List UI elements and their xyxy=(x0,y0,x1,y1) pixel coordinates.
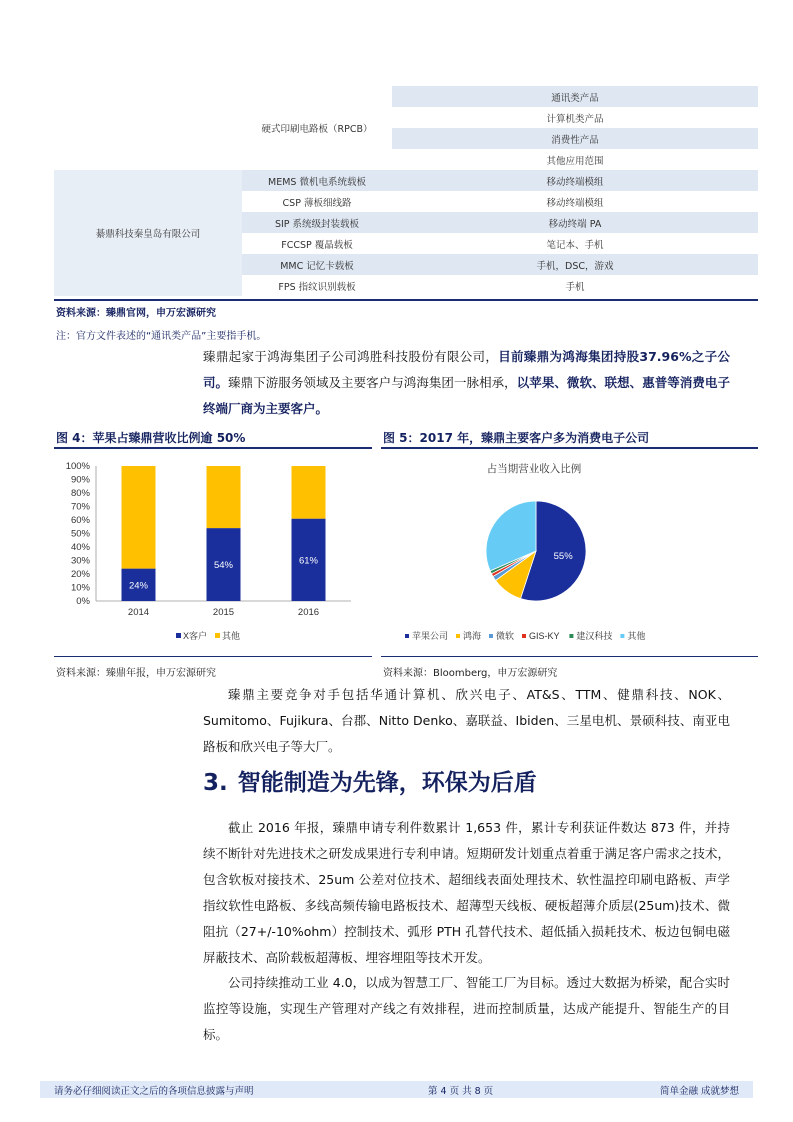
y-tick-label: 0% xyxy=(76,596,90,607)
y-tick-label: 80% xyxy=(70,488,90,499)
legend-swatch xyxy=(620,634,624,638)
x-tick-label: 2016 xyxy=(297,607,320,618)
figure-4-title: 图 4：苹果占臻鼎营收比例逾 50% xyxy=(56,431,246,445)
figure-5-bottom-rule xyxy=(381,656,758,657)
figure-5-rule xyxy=(381,447,758,449)
legend-label: 鸿海 xyxy=(463,631,482,641)
paragraph-industry40: 公司持续推动工业 4.0，以成为智慧工厂、智能工厂为目标。透过大数据为桥梁，配合实时监控等设施，实现生产管理对产线之有效排程，进而控制质量，达成产能提升、智能生产的目标。 xyxy=(203,975,730,1042)
table-cell-rpcb: 硬式印刷电路板（RPCB） xyxy=(242,86,392,170)
para-text: 臻鼎起家于鸿海集团子公司鸿胜科技股份有限公司， xyxy=(203,349,499,364)
chart-title: 占当期营业收入比例 xyxy=(486,463,582,475)
y-tick-label: 30% xyxy=(70,555,90,567)
footer-disclaimer: 请务必仔细阅读正文之后的各项信息披露与声明 xyxy=(54,1086,254,1097)
table-cell: FPS 指纹识别载板 xyxy=(242,275,392,296)
legend-label: X客户 xyxy=(183,631,208,641)
table-cell: MMC 记忆卡载板 xyxy=(242,254,392,275)
table-cell: 手机，DSC，游戏 xyxy=(392,254,758,275)
y-tick-label: 70% xyxy=(70,501,90,513)
figure-4-rule xyxy=(54,447,372,449)
data-label: 55% xyxy=(553,550,573,562)
customer-product-table xyxy=(54,86,758,296)
figure-5-title: 图 5：2017 年，臻鼎主要客户多为消费电子公司 xyxy=(383,431,650,445)
figure-5-source: 资料来源：Bloomberg，申万宏源研究 xyxy=(383,668,558,679)
y-tick-label: 20% xyxy=(70,569,90,580)
table-cell: 移动终端 PA xyxy=(392,212,758,233)
y-tick-label: 10% xyxy=(70,582,90,594)
table-cell: 通讯类产品 xyxy=(392,86,758,107)
table-cell: 消费性产品 xyxy=(392,128,758,149)
figure-4-source: 资料来源：臻鼎年报，申万宏源研究 xyxy=(56,668,216,679)
page-footer xyxy=(40,1081,753,1098)
section-title: 智能制造为先锋，环保为后盾 xyxy=(237,770,537,796)
y-tick-label: 100% xyxy=(65,461,90,472)
paragraph-competitors: 臻鼎主要竞争对手包括华通计算机、欣兴电子、AT&S、TTM、健鼎科技、NOK、Sumitomo、Fujikura、台郡、Nitto Denko、嘉联益、Ibiden、三星电机、景硕科技、南亚电路板和欣兴电子等大厂。 xyxy=(203,687,730,754)
table-bottom-rule xyxy=(54,299,758,301)
x-tick-label: 2015 xyxy=(212,607,235,618)
table-source: 资料来源：臻鼎官网，申万宏源研究 xyxy=(56,308,216,319)
legend-label: 建汉科技 xyxy=(576,631,613,641)
table-cell: CSP 薄板细线路 xyxy=(242,191,392,212)
para-bold: 目前臻鼎为鸿海集团持股37.96%之子公司。 xyxy=(203,349,730,390)
y-tick-label: 90% xyxy=(70,474,90,486)
table-cell: 计算机类产品 xyxy=(392,107,758,128)
pie-chart xyxy=(383,452,758,652)
legend-swatch xyxy=(522,634,526,638)
legend-swatch xyxy=(405,634,409,638)
y-tick-label: 40% xyxy=(70,542,90,553)
bar-other xyxy=(122,466,156,569)
table-cell: 手机 xyxy=(392,275,758,296)
x-tick-label: 2014 xyxy=(127,607,150,618)
table-cell: MEMS 微机电系统载板 xyxy=(242,170,392,191)
legend-label: 微软 xyxy=(496,631,515,641)
y-tick-label: 60% xyxy=(70,515,90,526)
table-cell xyxy=(54,86,242,107)
table-cell: SIP 系统级封装载板 xyxy=(242,212,392,233)
legend-swatch xyxy=(215,633,220,638)
table-cell-company: 綦鼎科技秦皇岛有限公司 xyxy=(54,170,242,296)
legend-swatch xyxy=(489,634,493,638)
legend-swatch xyxy=(176,633,181,638)
section-number: 3. xyxy=(203,770,228,796)
bar-chart xyxy=(56,452,366,652)
legend-swatch xyxy=(456,634,460,638)
legend-swatch xyxy=(569,634,573,638)
table-cell: 笔记本、手机 xyxy=(392,233,758,254)
table-cell: 移动终端模组 xyxy=(392,191,758,212)
table-cell xyxy=(54,149,242,170)
legend-label: 其他 xyxy=(627,631,646,641)
data-label: 24% xyxy=(128,580,149,592)
para-bold: 以苹果、微软、联想、惠普等消费电子终端厂商为主要客户。 xyxy=(203,375,730,416)
legend-label: GIS-KY xyxy=(529,631,560,641)
y-tick-label: 50% xyxy=(70,528,90,540)
paragraph-origin xyxy=(203,344,730,422)
table-cell xyxy=(54,107,242,128)
bar-other xyxy=(207,466,241,528)
footer-slogan: 简单金融 成就梦想 xyxy=(659,1086,739,1097)
legend-label: 其他 xyxy=(222,631,241,641)
table-cell: 移动终端模组 xyxy=(392,170,758,191)
data-label: 54% xyxy=(213,560,234,572)
page-number: 第 4 页 共 8 页 xyxy=(428,1086,494,1097)
legend-label: 苹果公司 xyxy=(412,631,449,641)
table-cell: 其他应用范围 xyxy=(392,149,758,170)
section-heading xyxy=(203,764,537,797)
bar-other xyxy=(292,466,326,519)
data-label: 61% xyxy=(298,555,319,567)
figure-4-bottom-rule xyxy=(54,656,372,657)
table-cell: FCCSP 覆晶载板 xyxy=(242,233,392,254)
table-cell xyxy=(54,128,242,149)
table-note: 注：官方文件表述的“通讯类产品”主要指手机。 xyxy=(56,331,267,342)
paragraph-patents: 截止 2016 年报，臻鼎申请专利件数累计 1,653 件，累计专利获证件数达 873 件，并持续不断针对先进技术之研发成果进行专利申请。短期研发计划重点着重于满足客户需求之技术，包含软板对接技术、25um 公差对位技术、超细线表面处理技术、软性温控印刷电路板、声学指纹软性电路板、多线高频传输电路板技术、超薄型天线板、硬板超薄介质层(25um)技术、微阻抗（27+/-10%ohm）控制技术、弧形 PTH 孔替代技术、超低插入损耗技术、板边包铜电磁屏蔽技术、高阶载板超薄板、埋容埋阻等技术开发。 xyxy=(203,820,730,965)
para-text: 臻鼎下游服务领域及主要客户与鸿海集团一脉相承， xyxy=(228,375,517,390)
